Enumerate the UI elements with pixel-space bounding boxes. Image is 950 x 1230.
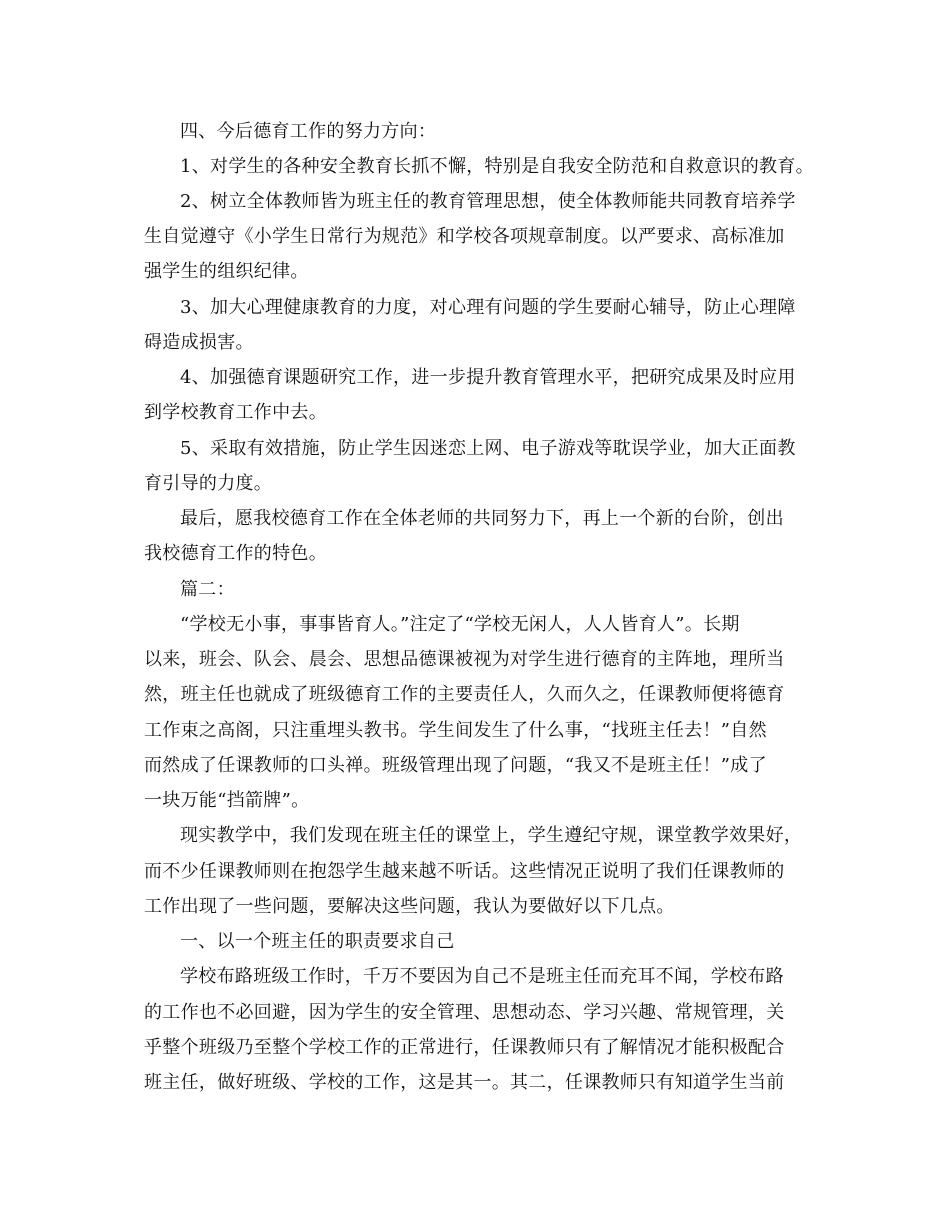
paragraph-line: 而不少任课教师则在抱怨学生越来越不听话。这些情况正说明了我们任课教师的 — [144, 861, 785, 882]
paragraph-line: 以来，班会、队会、晨会、思想品德课被视为对学生进行德育的主阵地，理所当 — [144, 649, 785, 670]
paragraph-line: 强学生的组织纪律。 — [144, 261, 309, 282]
paragraph-line: 而然成了任课教师的口头禅。班级管理出现了问题，“我又不是班主任！”成了 — [144, 755, 767, 776]
paragraph-line: 碍造成损害。 — [144, 332, 254, 353]
paragraph-line: 2、树立全体教师皆为班主任的教育管理思想，使全体教师能共同教育培养学 — [180, 191, 796, 212]
paragraph-line: 班主任，做好班级、学校的工作，这是其一。其二，任课教师只有知道学生当前 — [144, 1072, 785, 1093]
paragraph-line: 一块万能“挡箭牌”。 — [144, 790, 310, 811]
heading-future-directions: 四、今后德育工作的努力方向： — [180, 121, 437, 142]
paragraph-line: 乎整个班级乃至整个学校工作的正常进行，任课教师只有了解情况才能积极配合 — [144, 1037, 785, 1058]
paragraph-line: 到学校教育工作中去。 — [144, 402, 327, 423]
paragraph-line: 我校德育工作的特色。 — [144, 543, 327, 564]
paragraph-line: 育引导的力度。 — [144, 473, 273, 494]
paragraph-line: 5、采取有效措施，防止学生因迷恋上网、电子游戏等耽误学业，加大正面教 — [180, 438, 796, 459]
section-heading-part-two: 篇二： — [180, 579, 235, 600]
paragraph-line: 学校布路班级工作时，千万不要因为自己不是班主任而充耳不闻，学校布路 — [180, 966, 784, 987]
paragraph-line: 工作束之高阁，只注重埋头教书。学生间发生了什么事，“找班主任去！”自然 — [144, 720, 767, 741]
paragraph-line: 生自觉遵守《小学生日常行为规范》和学校各项规章制度。以严要求、高标准加 — [144, 226, 785, 247]
paragraph-line: 3、加大心理健康教育的力度，对心理有问题的学生要耐心辅导，防止心理障 — [180, 297, 796, 318]
paragraph-line: 现实教学中，我们发现在班主任的课堂上，学生遵纪守规，课堂教学效果好， — [180, 825, 803, 846]
paragraph-line: 的工作也不必回避，因为学生的安全管理、思想动态、学习兴趣、常规管理，关 — [144, 1002, 785, 1023]
subheading-class-teacher-duties: 一、以一个班主任的职责要求自己 — [180, 931, 455, 952]
paragraph-line: “学校无小事，事事皆育人。”注定了“学校无闲人，人人皆育人”。长期 — [180, 614, 740, 635]
paragraph-line: 最后，愿我校德育工作在全体老师的共同努力下，再上一个新的台阶，创出 — [180, 508, 784, 529]
paragraph-line: 1、对学生的各种安全教育长抓不懈，特别是自我安全防范和自救意识的教育。 — [180, 156, 814, 177]
paragraph-line: 4、加强德育课题研究工作，进一步提升教育管理水平，把研究成果及时应用 — [180, 367, 796, 388]
paragraph-line: 工作出现了一些问题，要解决这些问题，我认为要做好以下几点。 — [144, 896, 675, 917]
paragraph-line: 然，班主任也就成了班级德育工作的主要责任人，久而久之，任课教师便将德育 — [144, 684, 785, 705]
